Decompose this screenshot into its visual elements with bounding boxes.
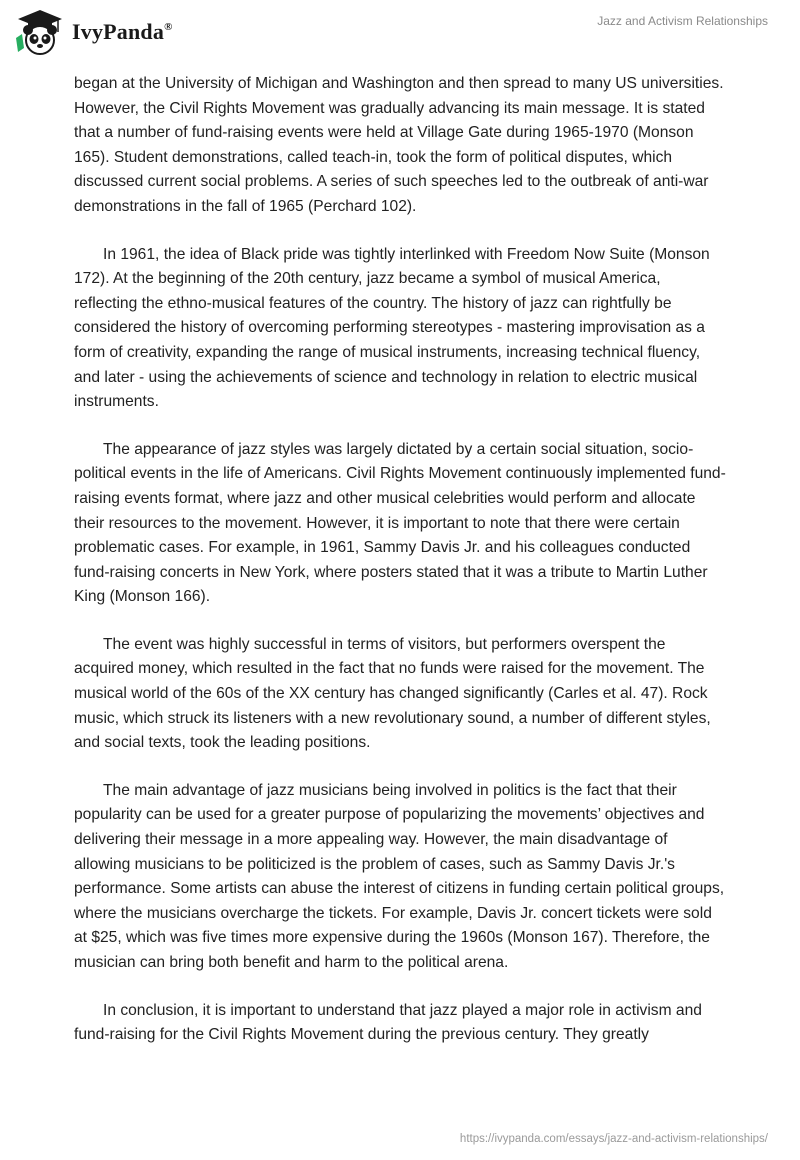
paragraph: In conclusion, it is important to understand that jazz played a major role in activism and fund-raising for the Civil Rights Movement during the previous century. They greatly <box>74 1001 702 1044</box>
panda-graduate-icon <box>14 8 66 56</box>
paragraph: The event was highly successful in terms of visitors, but performers overspent the acquired money, which resulted in the fact that no funds were raised for the movement. The musical world of the 60s of the XX century has changed significantly (Carles et al. 47). Rock music, which struck its listeners with a new revolutionary sound, a number of different styles, and social texts, took the leading positions. <box>74 635 711 752</box>
ivypanda-logo[interactable] <box>14 8 173 56</box>
paragraph: began at the University of Michigan and Washington and then spread to many US universities. However, the Civil Rights Movement was gradually advancing its main message. It is stated that a number of fund-raising events were held at Village Gate during 1965-1970 (Monson 165). Student demonstrations, called teach-in, took the form of political disputes, which discussed current social problems. A series of such speeches led to the outbreak of anti-war demonstrations in the fall of 1965 (Perchard 102). <box>74 75 724 215</box>
paragraph: The appearance of jazz styles was largely dictated by a certain social situation, socio-political events in the life of Americans. Civil Rights Movement continuously implemented fund-raising events format, where jazz and other musical celebrities would perform and allocate their resources to the movement. However, it is important to note that there were certain problematic cases. For example, in 1961, Sammy Davis Jr. and his colleagues conducted fund-raising concerts in New York, where posters stated that it was a tribute to Martin Luther King (Monson 166). <box>74 440 726 606</box>
document-title: Jazz and Activism Relationships <box>597 14 768 28</box>
source-url[interactable]: https://ivypanda.com/essays/jazz-and-activism-relationships/ <box>459 1133 768 1145</box>
logo-text: IvyPanda® <box>72 19 173 44</box>
page-header <box>0 0 800 70</box>
paragraph: In 1961, the idea of Black pride was tightly interlinked with Freedom Now Suite (Monson 172). At the beginning of the 20th century, jazz became a symbol of musical America, reflecting the ethno-musical features of the country. The history of jazz can rightfully be considered the history of overcoming performing stereotypes - mastering improvisation as a form of creativity, expanding the range of musical instruments, increasing technical fluency, and later - using the achievements of science and technology in relation to electric musical instruments. <box>74 245 710 411</box>
essay-body <box>74 72 726 1071</box>
paragraph: The main advantage of jazz musicians being involved in politics is the fact that their popularity can be used for a greater purpose of popularizing the movements’ objectives and delivering their message in a more appealing way. However, the main disadvantage of allowing musicians to be politicized is the problem of cases, such as Sammy Davis Jr.'s performance. Some artists can abuse the interest of citizens in funding certain political groups, where the musicians overcharge the tickets. For example, Davis Jr. concert tickets were sold at $25, which was five times more expensive during the 1960s (Monson 167). Therefore, the musician can bring both benefit and harm to the political arena. <box>74 781 725 971</box>
